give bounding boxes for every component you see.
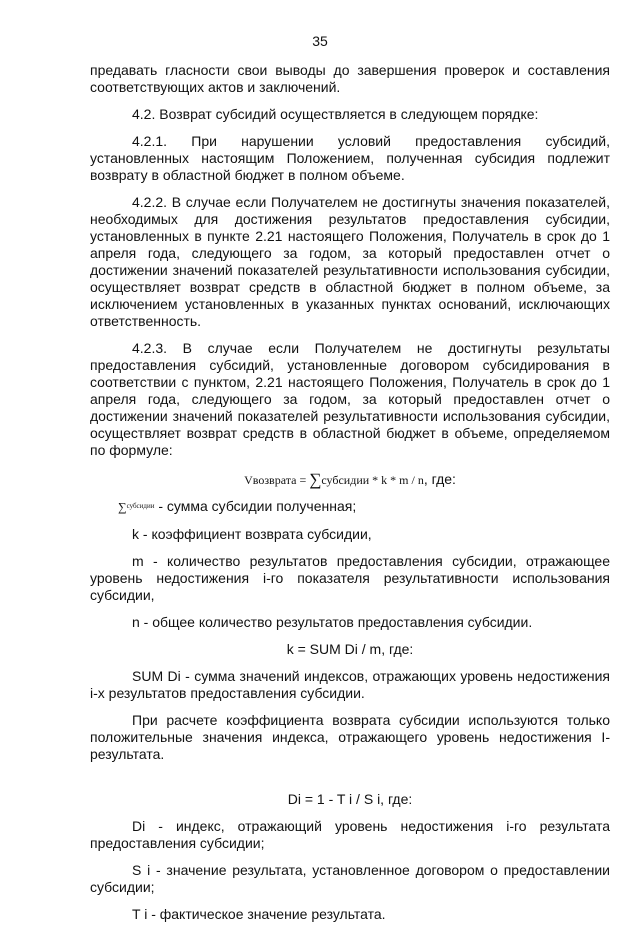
paragraph-continuation: предавать гласности свои выводы до завершения проверок и составления соответствующих актов и заключений.	[90, 62, 610, 95]
legend-sum-word: субсидии	[126, 502, 155, 510]
definition-si: S i - значение результата, установленное договором о предоставлении субсидии;	[90, 862, 610, 895]
paragraph-4-2-3: 4.2.3. В случае если Получателем не достигнуты результаты предоставления субсидий, установленные договором субсидирования в соответствии с пунктом, 2.21 настоящего Положения, Получатель в срок до 1 апреля года, следующего за годом, за который предоставлен отчет о достижении значений показателей результативности использования субсидии, осуществляет возврат средств в областной бюджет в объеме, определяемом по формуле:	[90, 340, 610, 458]
legend-sigma-symbol: ∑	[118, 500, 127, 514]
legend-k: k - коэффициент возврата субсидии,	[132, 526, 372, 542]
definition-ti: T i - фактическое значение результата.	[132, 906, 386, 922]
paragraph-4-2-2: 4.2.2. В случае если Получателем не достигнуты значения показателей, необходимых для достижения результатов предоставления субсидии, установленных в пункте 2.21 настоящего Положения, Получатель в срок до 1 апреля года, следующего за годом, за который предоставлен отчет о достижении значений показателей результативности использования субсидии, осуществляет возврат средств в областной бюджет в полном объеме, за исключением установленных в указанных пунктах оснований, исключающих ответственность.	[90, 194, 610, 329]
legend-sum-text: - сумма субсидии полученная;	[154, 498, 357, 514]
sigma-symbol: ∑	[309, 470, 322, 489]
definition-di: Di - индекс, отражающий уровень недостижения i-го результата предоставления субсидии;	[90, 818, 610, 851]
formula-di: Di = 1 - T i / S i, где:	[287, 791, 413, 807]
paragraph-4-2: 4.2. Возврат субсидий осуществляется в следующем порядке:	[132, 106, 539, 122]
formula-k: k = SUM Di / m, где:	[286, 641, 414, 657]
formula-rhs: субсидии * k * m / n	[321, 473, 424, 487]
spacer	[90, 773, 610, 791]
paragraph-4-2-1: 4.2.1. При нарушении условий предоставления субсидий, установленных настоящим Положением, полученная субсидия подлежит возврату в областной бюджет в полном объеме.	[90, 133, 610, 183]
legend-m: m - количество результатов предоставления субсидии, отражающее уровень недостижения i-го показателя результативности использования субсидии,	[90, 553, 610, 603]
page-number: 35	[312, 33, 328, 49]
sum-di-definition: SUM Di - сумма значений индексов, отражающих уровень недостижения i-х результатов предоставления субсидии.	[90, 668, 610, 701]
calculation-note: При расчете коэффициента возврата субсидии используются только положительные значения индекса, отражающего уровень недостижения I-результата.	[90, 712, 610, 762]
formula-tail: , где:	[423, 471, 456, 487]
formula-lhs: Vвозврата =	[244, 473, 310, 487]
document-body	[90, 62, 610, 933]
legend-sum	[118, 498, 610, 516]
return-formula	[90, 469, 610, 490]
legend-n: n - общее количество результатов предоставления субсидии.	[132, 614, 533, 630]
